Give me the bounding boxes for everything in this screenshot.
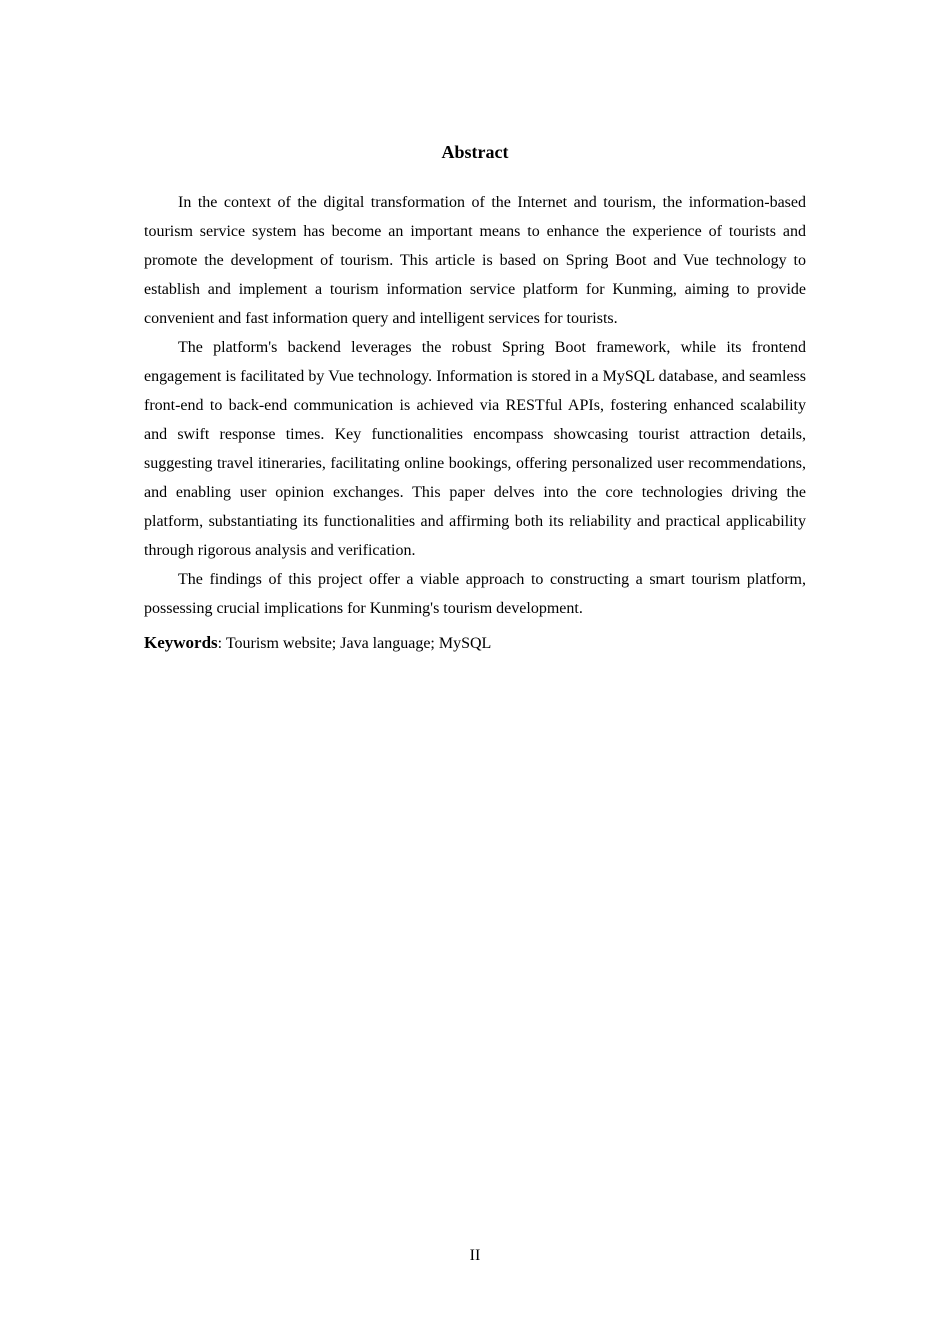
keywords-value: Tourism website; Java language; MySQL [225,635,492,652]
keywords-line [144,628,806,658]
abstract-title: Abstract [441,142,509,162]
page-number: II [469,1247,481,1264]
abstract-paragraph: In the context of the digital transformation of the Internet and tourism, the information-based tourism service system has become an important means to enhance the experience of tourists and promote the development of tourism. This article is based on Spring Boot and Vue technology to establish and implement a tourism information service platform for Kunming, aiming to provide convenient and fast information query and intelligent services for tourists. [144,194,806,327]
keywords-separator: : [217,635,226,652]
keywords-label: Keywords [144,633,218,652]
abstract-paragraph: The platform's backend leverages the robust Spring Boot framework, while its frontend engagement is facilitated by Vue technology. Information is stored in a MySQL database, and seamless front-end to back-end communication is achieved via RESTful APIs, fostering enhanced scalability and swift response times. Key functionalities encompass showcasing tourist attraction details, suggesting travel itineraries, facilitating online bookings, offering personalized user recommendations, and enabling user opinion exchanges. This paper delves into the core technologies driving the platform, substantiating its functionalities and affirming both its reliability and practical applicability through rigorous analysis and verification. [144,339,806,559]
abstract-paragraph: The findings of this project offer a viable approach to constructing a smart tourism platform, possessing crucial implications for Kunming's tourism development. [144,571,806,617]
abstract-section [144,141,806,658]
